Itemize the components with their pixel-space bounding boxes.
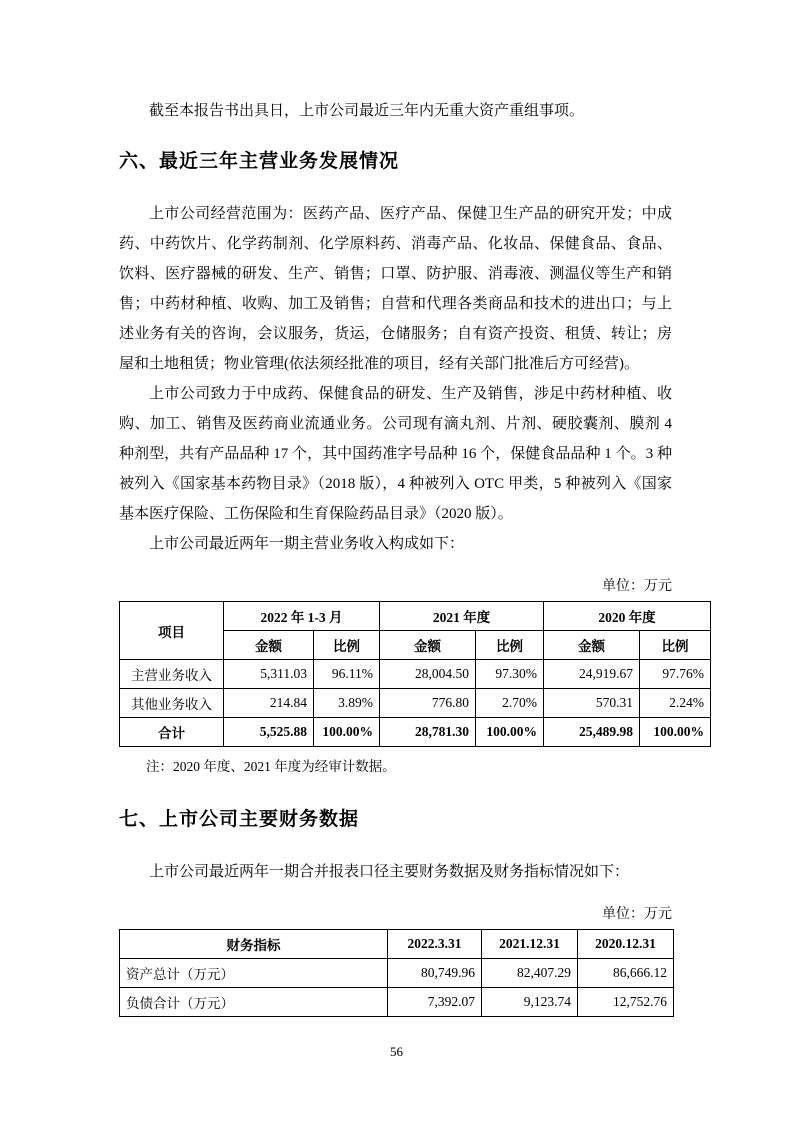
cell-value: 214.84 bbox=[224, 689, 314, 718]
financial-intro-paragraph: 上市公司最近两年一期合并报表口径主要财务数据及财务指标情况如下： bbox=[149, 864, 630, 880]
row-label: 资产总计（万元） bbox=[120, 959, 388, 988]
cell-value: 100.00% bbox=[640, 718, 711, 747]
subheader-amount-2: 金额 bbox=[380, 631, 476, 660]
row-label: 合计 bbox=[120, 718, 224, 747]
revenue-intro-paragraph: 上市公司最近两年一期主营业务收入构成如下： bbox=[149, 536, 465, 552]
financial-row-total-assets bbox=[120, 959, 674, 988]
section6-heading: 六、最近三年主营业务发展情况 bbox=[119, 151, 400, 172]
financial-row-total-liabilities bbox=[120, 988, 674, 1017]
intro-paragraph: 截至本报告书出具日，上市公司最近三年内无重大资产重组事项。 bbox=[149, 103, 585, 119]
cell-value: 97.76% bbox=[640, 660, 711, 689]
row-label: 其他业务收入 bbox=[120, 689, 224, 718]
financial-header-row bbox=[120, 930, 674, 959]
cell-value: 776.80 bbox=[380, 689, 476, 718]
financial-header-date-2: 2021.12.31 bbox=[482, 930, 578, 959]
cell-value: 12,752.76 bbox=[578, 988, 674, 1017]
financial-header-date-1: 2022.3.31 bbox=[388, 930, 482, 959]
cell-value: 2.70% bbox=[476, 689, 544, 718]
table-row-total bbox=[120, 718, 711, 747]
cell-value: 7,392.07 bbox=[388, 988, 482, 1017]
row-label: 主营业务收入 bbox=[120, 660, 224, 689]
row-label: 负债合计（万元） bbox=[120, 988, 388, 1017]
products-paragraph: 上市公司致力于中成药、保健食品的研发、生产及销售，涉足中药材种植、收购、加工、销售及医药商业流通业务。公司现有滴丸剂、片剂、硬胶囊剂、膜剂 4 种剂型，共有产品品种 17 个，其中国药准字号品种 16 个，保健食品品种 1 个。3 种被列入《国家基本药物目录》（2018 版），4 种被列入 OTC 甲类，5 种被列入《国家基本医疗保险、工伤保险和生育保险药品目录》（2020 版）。 bbox=[119, 386, 672, 522]
subheader-amount-3: 金额 bbox=[544, 631, 640, 660]
subheader-ratio-2: 比例 bbox=[476, 631, 544, 660]
cell-value: 100.00% bbox=[476, 718, 544, 747]
cell-value: 86,666.12 bbox=[578, 959, 674, 988]
table-header-row bbox=[120, 602, 711, 631]
business-scope-paragraph: 上市公司经营范围为：医药产品、医疗产品、保健卫生产品的研究开发；中成药、中药饮片、化学药制剂、化学原料药、消毒产品、化妆品、保健食品、食品、饮料、医疗器械的研发、生产、销售；口罩、防护服、消毒液、测温仪等生产和销售；中药材种植、收购、加工及销售；自营和代理各类商品和技术的进出口；与上述业务有关的咨询，会议服务，货运，仓储服务；自有资产投资、租赁、转让；房屋和土地租赁；物业管理(依法须经批准的项目，经有关部门批准后方可经营)。 bbox=[119, 206, 672, 372]
cell-value: 80,749.96 bbox=[388, 959, 482, 988]
unit-label-financial: 单位：万元 bbox=[602, 907, 672, 922]
cell-value: 5,311.03 bbox=[224, 660, 314, 689]
financial-table bbox=[119, 929, 674, 1017]
subheader-ratio-3: 比例 bbox=[640, 631, 711, 660]
cell-value: 9,123.74 bbox=[482, 988, 578, 1017]
cell-value: 96.11% bbox=[314, 660, 380, 689]
financial-header-indicator: 财务指标 bbox=[120, 930, 388, 959]
cell-value: 570.31 bbox=[544, 689, 640, 718]
cell-value: 28,781.30 bbox=[380, 718, 476, 747]
table-header-period-1: 2022 年 1-3 月 bbox=[224, 602, 380, 631]
cell-value: 5,525.88 bbox=[224, 718, 314, 747]
subheader-ratio-1: 比例 bbox=[314, 631, 380, 660]
revenue-table bbox=[119, 601, 711, 747]
cell-value: 28,004.50 bbox=[380, 660, 476, 689]
cell-value: 82,407.29 bbox=[482, 959, 578, 988]
unit-label-revenue: 单位：万元 bbox=[602, 579, 672, 594]
section7-heading: 七、上市公司主要财务数据 bbox=[119, 809, 360, 830]
table-row-main-revenue bbox=[120, 660, 711, 689]
table-header-period-2: 2021 年度 bbox=[380, 602, 544, 631]
page-number: 56 bbox=[390, 1044, 403, 1059]
table-note: 注：2020 年度、2021 年度为经审计数据。 bbox=[146, 759, 396, 774]
table-header-item: 项目 bbox=[120, 602, 224, 660]
cell-value: 25,489.98 bbox=[544, 718, 640, 747]
table-header-period-3: 2020 年度 bbox=[544, 602, 711, 631]
cell-value: 24,919.67 bbox=[544, 660, 640, 689]
cell-value: 100.00% bbox=[314, 718, 380, 747]
cell-value: 3.89% bbox=[314, 689, 380, 718]
cell-value: 97.30% bbox=[476, 660, 544, 689]
table-row-other-revenue bbox=[120, 689, 711, 718]
cell-value: 2.24% bbox=[640, 689, 711, 718]
financial-header-date-3: 2020.12.31 bbox=[578, 930, 674, 959]
subheader-amount-1: 金额 bbox=[224, 631, 314, 660]
